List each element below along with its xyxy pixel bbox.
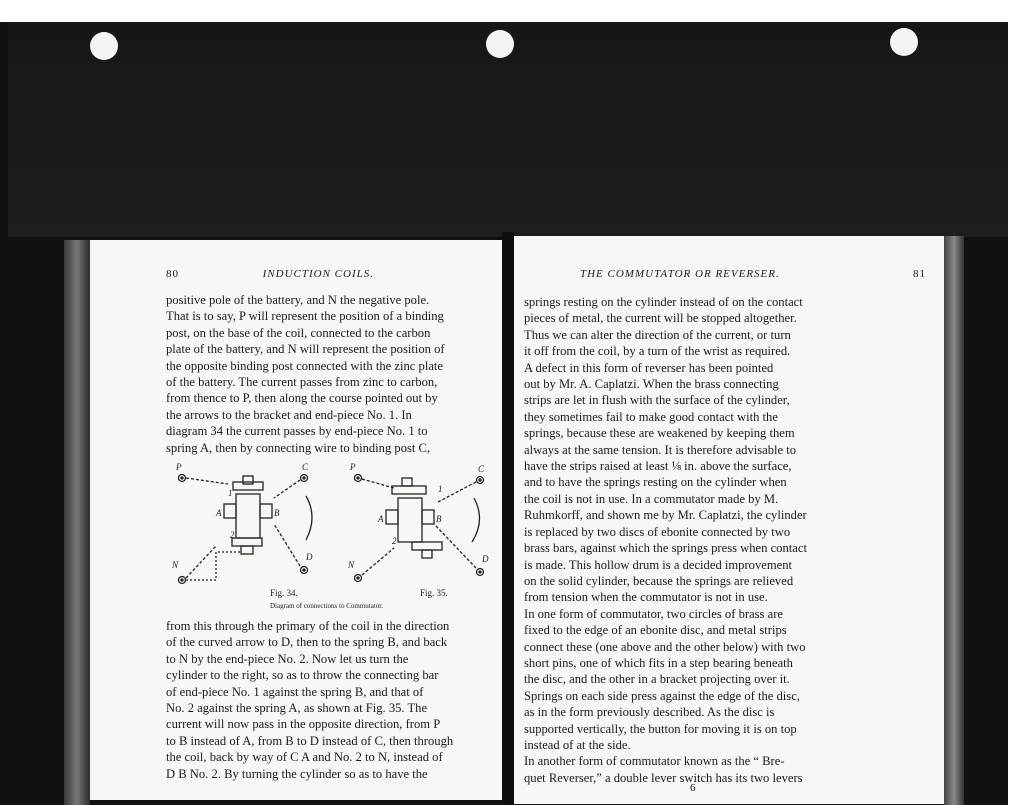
figures-caption: Diagram of connections to Commutator. (270, 602, 383, 610)
left-running-head: INDUCTION COILS. (262, 268, 374, 280)
fig34-label-n: N (172, 560, 179, 570)
right-page (514, 236, 944, 804)
left-page-text-bottom: from this through the primary of the coil in the direction of the curved arrow to D, then to the spring B, and back to N by the end-piece No. 2. Now let us turn the cylinder to the right, so as to throw the connecting bar of end-piece No. 1 against the spring B, and that of No. 2 against the spring A, as shown at Fig. 35. The current will now pass in the opposite direction, from P to B instead of A, from B to D instead of C, then through the coil, back by way of C A and No. 2 to N, instead of D B No. 2. By turning the cylinder so as to have the (166, 619, 454, 781)
right-running-head: THE COMMUTATOR OR REVERSER. (580, 268, 780, 280)
commutator-figures (166, 462, 496, 614)
fig34-caption: Fig. 34. (270, 588, 298, 598)
fig34-label-c: C (302, 462, 309, 472)
punch-hole-right (890, 28, 918, 56)
fig35-caption: Fig. 35. (420, 588, 448, 598)
fig34-label-b: B (274, 508, 280, 518)
book-edge-right (944, 236, 964, 805)
fig35-label-n: N (348, 560, 355, 570)
fig34-label-2: 2 (230, 530, 235, 540)
punch-hole-center (486, 30, 514, 58)
right-page-number: 81 (913, 268, 926, 280)
fig35-label-1: 1 (438, 484, 443, 494)
left-page-text-top: positive pole of the battery, and N the negative pole. That is to say, P will represent the position of a binding post, on the base of the coil, connected to the carbon plate of the battery, and N will represent the position of the opposite binding post connected with the zinc plate of the battery. The current passes from zinc to carbon, from thence to P, then along the course pointed out by the arrows to the bracket and end-piece No. 1. In diagram 34 the current passes by end-piece No. 1 to spring A, then by connecting wire to binding post C, (166, 293, 445, 455)
fig34-label-a: A (216, 508, 222, 518)
fig35-label-c: C (478, 464, 485, 474)
fig-35-diagram (355, 475, 484, 582)
fig34-label-p: P (176, 462, 182, 472)
fig35-label-d: D (482, 554, 489, 564)
fig35-label-2: 2 (392, 536, 397, 546)
commutator-diagram (166, 462, 496, 614)
signature-mark: 6 (690, 782, 696, 794)
left-page-number: 80 (166, 268, 179, 280)
left-page (90, 240, 502, 800)
fig34-label-1: 1 (228, 488, 233, 498)
book-gutter (502, 232, 514, 805)
left-page-header (166, 268, 494, 280)
fig35-label-a: A (378, 514, 384, 524)
right-page-header (580, 268, 926, 280)
fig35-label-p: P (350, 462, 356, 472)
fig-34-diagram (179, 475, 313, 584)
book-edge-left (64, 240, 90, 805)
punch-hole-left (90, 32, 118, 60)
fig35-label-b: B (436, 514, 442, 524)
fig34-label-d: D (306, 552, 313, 562)
right-page-text: springs resting on the cylinder instead of on the contact pieces of metal, the current will be stopped altogether. Thus we can alter the direction of the current, or turn it off from the coil, by a turn of the wrist as required. A defect in this form of reverser has been pointed out by Mr. A. Caplatzi. When the brass connecting strips are let in flush with the surface of the cylinder, they sometimes fail to make good contact with the springs, because these are weakened by keeping them always at the same tension. It is therefore advisable to have the strips raised at least ⅛ in. above the surface, and to have the springs resting on the cylinder when the coil is not in use. In a commutator made by M. Ruhmkorff, and shown me by Mr. Caplatzi, the cylinder is replaced by two discs of ebonite connected by two brass bars, against which the springs press when contact is made. This hollow drum is a decided improvement on the solid cylinder, because the springs are relieved from tension when the commutator is not in use. In one form of commutator, two circles of brass are fixed to the edge of an ebonite disc, and metal strips connect these (one above and the other below) with two short pins, one of which fits in a step bearing beneath the disc, and the other in a bracket projecting over it. Springs on each side press against the edge of the disc, as in the form previously described. As the disc is supported vertically, the button for moving it is on top instead of at the side. In another form of commutator known as the “ Bre- quet Reverser,” a double lever switch has its two levers (524, 295, 807, 785)
